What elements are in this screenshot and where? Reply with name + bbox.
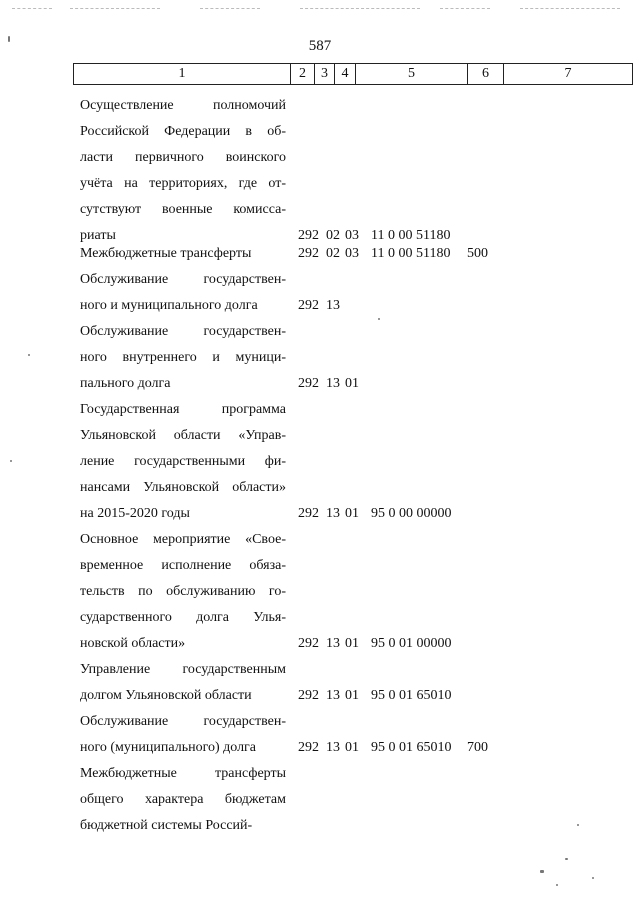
row-description-line: бюджетной системы Россий- [80, 818, 253, 833]
code-chapter: 02 [326, 246, 340, 261]
row-description-line: на 2015-2020 годы [80, 506, 190, 521]
row-description-line: новской области» [80, 636, 186, 651]
row-description-line: Государственная программа [80, 402, 286, 417]
code-subsection: 01 [345, 740, 359, 755]
row-description-line: Основное мероприятие «Свое- [80, 532, 286, 547]
code-target-article: 95 0 01 00000 [371, 636, 452, 651]
code-section: 292 [298, 688, 319, 703]
code-section: 292 [298, 506, 319, 521]
row-description-line: Межбюджетные трансферты [80, 766, 286, 781]
code-subsection: 01 [345, 688, 359, 703]
row-description-line: Российской Федерации в об- [80, 124, 286, 139]
code-section: 292 [298, 228, 319, 243]
header-col-3: 3 [315, 64, 335, 84]
header-col-2: 2 [291, 64, 315, 84]
row-description-line: тельств по обслуживанию го- [80, 584, 286, 599]
code-chapter: 13 [326, 740, 340, 755]
row-description-line: временное исполнение обяза- [80, 558, 286, 573]
scan-edge-mark [520, 8, 620, 9]
scan-edge-mark [70, 8, 160, 9]
row-description-line: ного и муниципального долга [80, 298, 258, 313]
scan-speck [540, 870, 544, 873]
row-description-line: Управление государственным [80, 662, 286, 677]
code-subsection: 01 [345, 506, 359, 521]
code-section: 292 [298, 636, 319, 651]
code-section: 292 [298, 376, 319, 391]
code-chapter: 13 [326, 298, 340, 313]
row-description-line: нансами Ульяновской области» [80, 480, 286, 495]
code-target-article: 11 0 00 51180 [371, 246, 451, 261]
page-number: 587 [308, 38, 332, 54]
row-description-line: ного (муниципального) долга [80, 740, 257, 755]
code-target-article: 11 0 00 51180 [371, 228, 451, 243]
scan-speck [577, 824, 579, 826]
code-section: 292 [298, 298, 319, 313]
scan-edge-mark [200, 8, 260, 9]
code-section: 292 [298, 246, 319, 261]
row-description-line: пального долга [80, 376, 171, 391]
code-chapter: 13 [326, 506, 340, 521]
row-description-line: риаты [80, 228, 116, 243]
code-chapter: 13 [326, 376, 340, 391]
code-chapter: 13 [326, 636, 340, 651]
row-description-line: учёта на территориях, где от- [80, 176, 286, 191]
row-description-line: Межбюджетные трансферты [80, 246, 252, 261]
row-description-line: сутствуют военные комисса- [80, 202, 286, 217]
row-description-line: ного внутреннего и муници- [80, 350, 286, 365]
row-description-line: общего характера бюджетам [80, 792, 286, 807]
scan-speck [556, 884, 558, 886]
code-target-article: 95 0 01 65010 [371, 740, 452, 755]
header-col-6: 6 [468, 64, 504, 84]
row-description-line: Ульяновской области «Управ- [80, 428, 286, 443]
code-subsection: 03 [345, 228, 359, 243]
code-subsection: 01 [345, 376, 359, 391]
header-col-7: 7 [564, 66, 572, 81]
code-expense-type: 700 [467, 740, 488, 755]
row-description-line: Обслуживание государствен- [80, 272, 286, 287]
code-section: 292 [298, 740, 319, 755]
scan-speck [378, 318, 380, 320]
row-description-line: ление государственными фи- [80, 454, 286, 469]
row-description-line: долгом Ульяновской области [80, 688, 252, 703]
header-col-1: 1 [74, 64, 291, 84]
code-subsection: 03 [345, 246, 359, 261]
row-description-line: Обслуживание государствен- [80, 714, 286, 729]
table-header [73, 63, 633, 85]
scan-speck [565, 858, 568, 860]
code-target-article: 95 0 01 65010 [371, 688, 452, 703]
code-chapter: 13 [326, 688, 340, 703]
scan-speck [8, 36, 10, 42]
scan-speck [10, 460, 12, 462]
scan-speck [592, 877, 594, 879]
row-description-line: Осуществление полномочий [80, 98, 286, 113]
row-description-line: Обслуживание государствен- [80, 324, 286, 339]
scan-edge-mark [300, 8, 420, 9]
row-description-line: ласти первичного воинского [80, 150, 286, 165]
scan-edge-mark [440, 8, 490, 9]
scan-edge-mark [12, 8, 52, 9]
code-chapter: 02 [326, 228, 340, 243]
row-description-line: сударственного долга Улья- [80, 610, 286, 625]
code-subsection: 01 [345, 636, 359, 651]
code-expense-type: 500 [467, 246, 488, 261]
code-target-article: 95 0 00 00000 [371, 506, 452, 521]
scan-speck [28, 354, 30, 356]
header-col-5: 5 [356, 64, 468, 84]
header-col-4: 4 [335, 64, 356, 84]
